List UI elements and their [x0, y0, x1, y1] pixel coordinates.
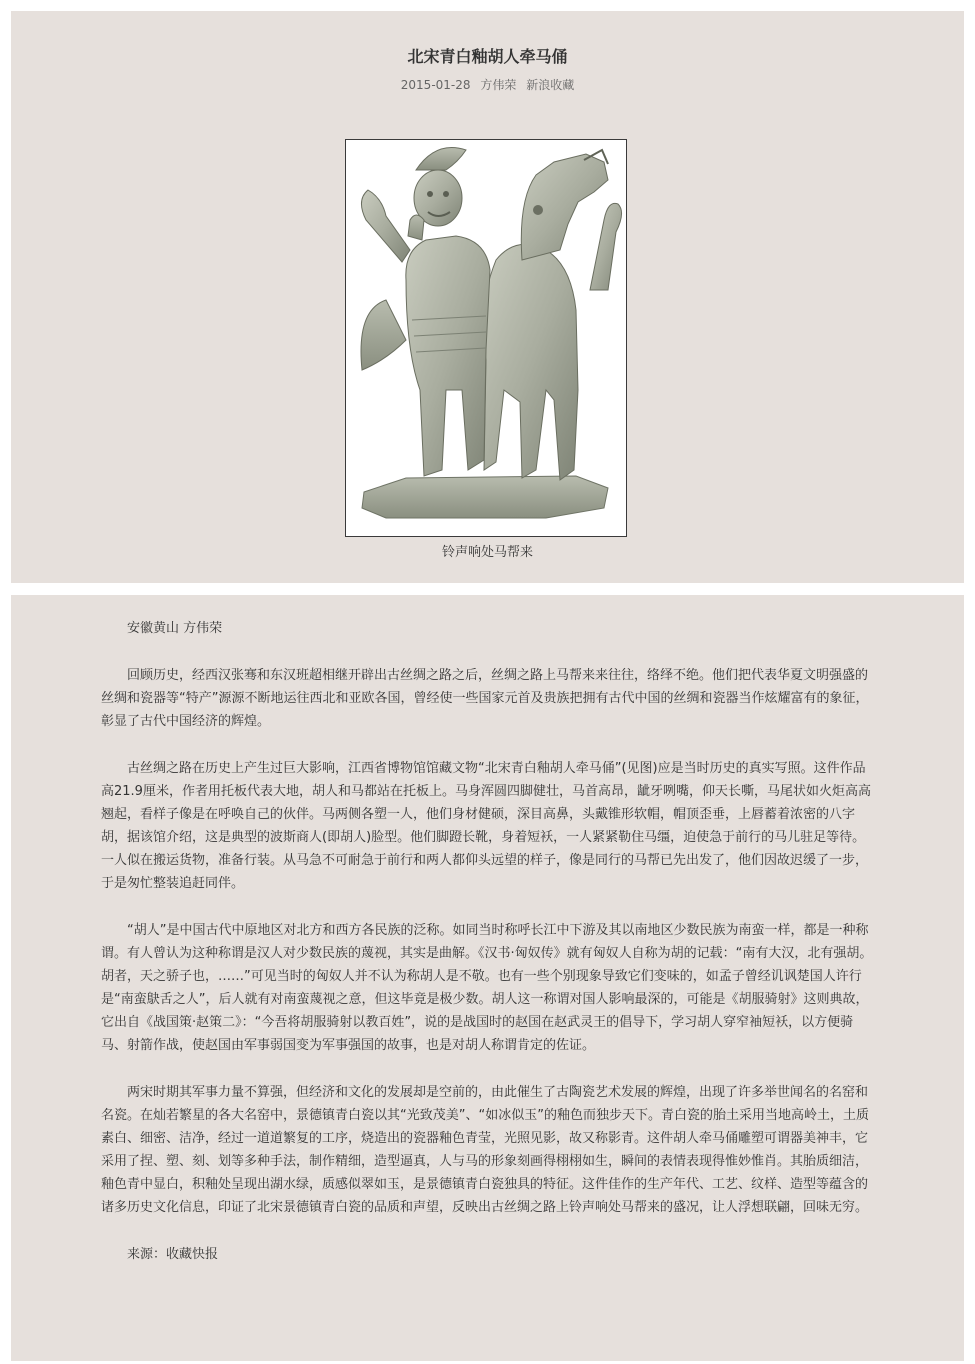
article-date: 2015-01-28 [400, 78, 471, 92]
paragraph: 两宋时期其军事力量不算强，但经济和文化的发展却是空前的，由此催生了古陶瓷艺术发展的辉煌，出现了许多举世闻名的名窑和名瓷。在灿若繁星的各大名窑中，景德镇青白瓷以其“光致茂美”、“如冰似玉”的釉色而独步天下。青白瓷的胎土采用当地高岭土，土质素白、细密、洁净，经过一道道繁复的工序，烧造出的瓷器釉色青莹，光照见影，故又称影青。这件胡人牵马俑雕塑可谓器美神丰，它采用了捏、塑、刻、划等多种手法，制作精细，造型逼真，人与马的形象刻画得栩栩如生，瞬间的表情表现得惟妙惟肖。其胎质细洁，釉色青中显白，积釉处呈现出湖水绿，质感似翠如玉，是景德镇青白瓷独具的特征。这件佳作的生产年代、工艺、纹样、造型等蕴含的诸多历史文化信息，印证了北宋景德镇青白瓷的品质和声望，反映出古丝绸之路上铃声响处马帮来的盛况，让人浮想联翩，回味无穷。 [101, 1085, 869, 1215]
article-author[interactable]: 方伟荣 [480, 78, 517, 92]
figurine-illustration [346, 140, 626, 536]
byline: 安徽黄山 方伟荣 [127, 621, 223, 636]
article-meta [11, 76, 964, 93]
paragraph: 古丝绸之路在历史上产生过巨大影响，江西省博物馆馆藏文物“北宋青白釉胡人牵马俑”(见图)应是当时历史的真实写照。这件作品高21.9厘米，作者用托板代表大地，胡人和马都站在托板上。马身浑圆四脚健壮，马首高昂，龇牙咧嘴，仰天长嘶，马尾状如火炬高高翘起，看样子像是在呼唤自己的伙伴。马两侧各塑一人，他们身材健硕，深目高鼻，头戴锥形软帽，帽顶歪垂，上唇蓄着浓密的八字胡，据该馆介绍，这是典型的波斯商人(即胡人)脸型。他们脚蹬长靴，身着短袄，一人紧紧勒住马缰，迫使急于前行的马儿驻足等待。一人似在搬运货物，准备行装。从马急不可耐急于前行和两人都仰头远望的样子，像是同行的马帮已先出发了，他们因故迟缓了一步，于是匆忙整装追赶同伴。 [101, 761, 871, 891]
figurine-photo[interactable] [345, 139, 627, 537]
source-line: 来源：收藏快报 [127, 1247, 219, 1262]
paragraph: 回顾历史，经西汉张骞和东汉班超相继开辟出古丝绸之路之后，丝绸之路上马帮来来往往，络绎不绝。他们把代表华夏文明强盛的丝绸和瓷器等“特产”源源不断地运往西北和亚欧各国，曾经使一些国家元首及贵族把拥有古代中国的丝绸和瓷器当作炫耀富有的象征，彰显了古代中国经济的辉煌。 [101, 668, 869, 729]
article-body-panel [11, 595, 964, 1361]
article-title: 北宋青白釉胡人牵马俑 [407, 47, 568, 66]
article-blog[interactable]: 新浪收藏 [526, 78, 575, 92]
article-content [101, 617, 877, 1290]
image-caption: 铃声响处马帮来 [441, 545, 533, 560]
paragraph: “胡人”是中国古代中原地区对北方和西方各民族的泛称。如同当时称呼长江中下游及其以南地区少数民族为南蛮一样，都是一种称谓。有人曾认为这种称谓是汉人对少数民族的蔑视，其实是曲解。《汉书·匈奴传》就有匈奴人自称为胡的记载：“南有大汉，北有强胡。胡者，天之骄子也，……”可见当时的匈奴人并不认为称胡人是不敬。也有一些个别现象导致它们变味的，如孟子曾经讥讽楚国人许行是“南蛮鴃舌之人”，后人就有对南蛮蔑视之意，但这毕竟是极少数。胡人这一称谓对国人影响最深的，可能是《胡服骑射》这则典故，它出自《战国策·赵策二》：“今吾将胡服骑射以教百姓”，说的是战国时的赵国在赵武灵王的倡导下，学习胡人穿窄袖短袄，以方便骑马、射箭作战，使赵国由军事弱国变为军事强国的故事，也是对胡人称谓肯定的佐证。 [101, 923, 873, 1053]
article-header-panel [11, 11, 964, 583]
